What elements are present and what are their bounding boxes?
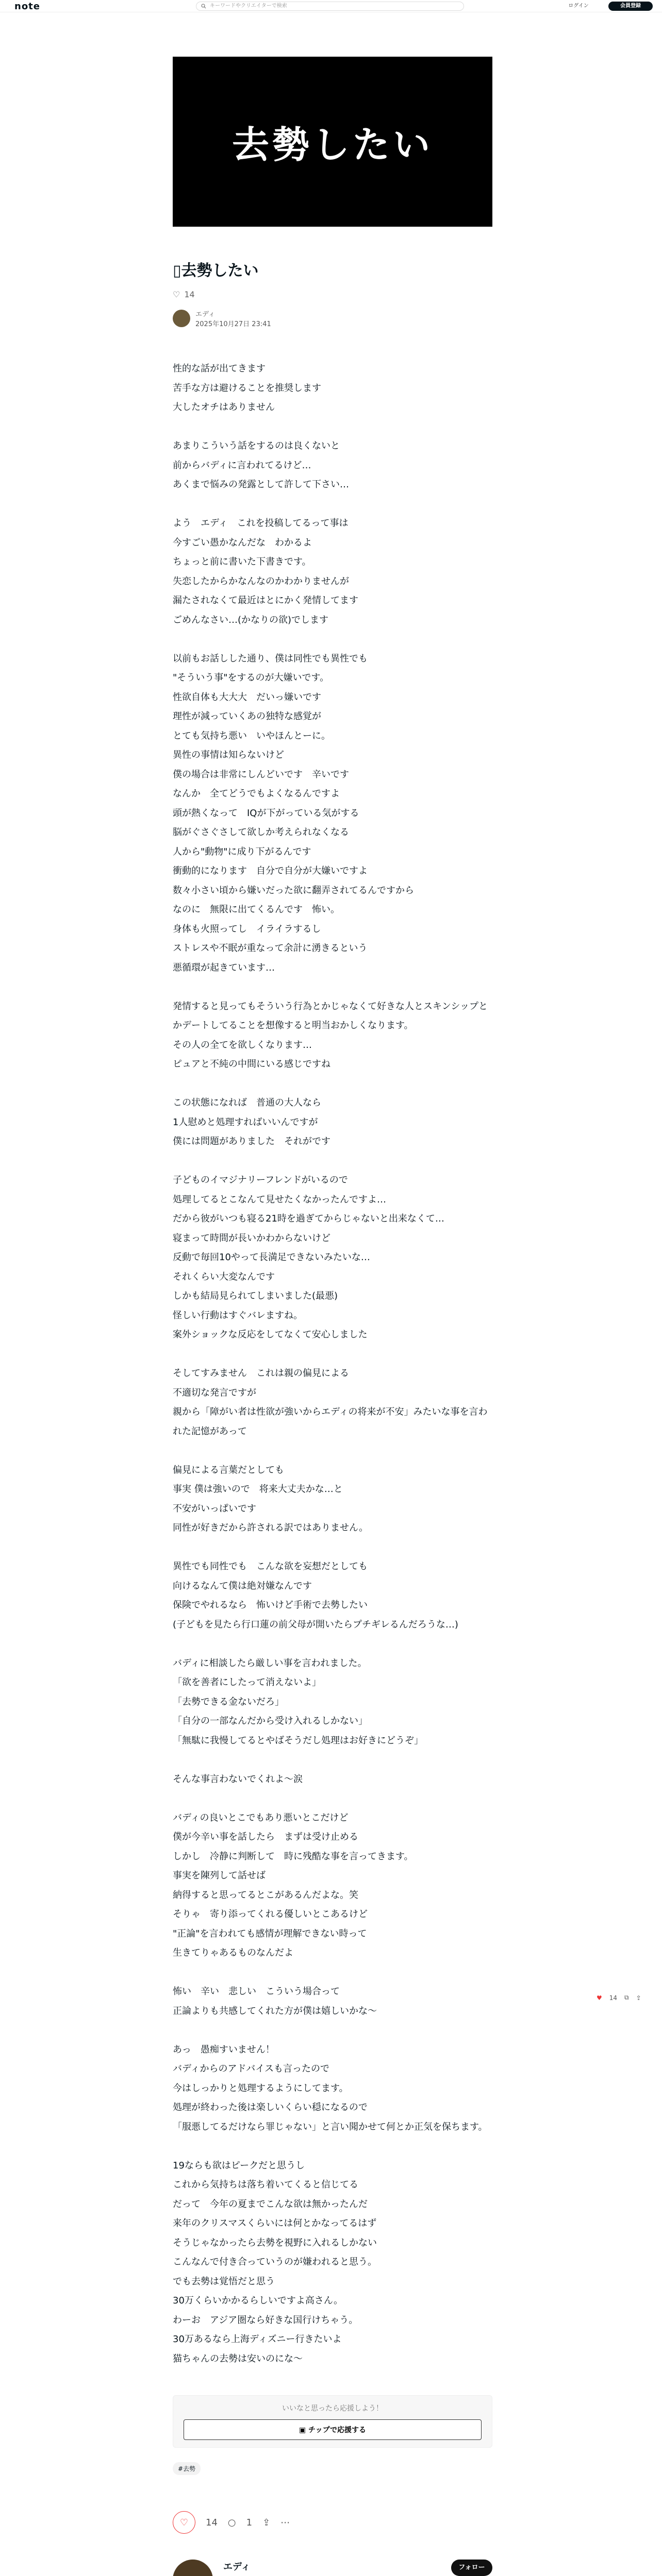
paragraph: 偏見による言葉だとしても 事実 僕は強いので 将来大丈夫かな…と 不安がいっぱいです 同性が好きだから許される訳ではありません。 bbox=[173, 1464, 369, 1533]
support-box bbox=[173, 2395, 492, 2448]
tip-label: チップで応援する bbox=[308, 2426, 367, 2434]
header bbox=[0, 0, 662, 12]
author[interactable] bbox=[173, 309, 492, 328]
like-count-bottom: 14 bbox=[206, 2517, 218, 2528]
creator-avatar[interactable] bbox=[173, 2560, 213, 2576]
share-icon[interactable]: ⇪ bbox=[636, 1994, 641, 2002]
post-date: 2025年10月27日 23:41 bbox=[195, 320, 271, 328]
search-placeholder: キーワードやクリエイターで検索 bbox=[210, 3, 287, 9]
page-title bbox=[173, 258, 492, 280]
comment-count: 1 bbox=[246, 2517, 253, 2528]
heart-icon: ♡ bbox=[173, 290, 180, 299]
paragraph: あまりこういう話をするのは良くないと 前からバディに言われてるけど… あくまで悩みの発露として許して下さい… bbox=[173, 440, 349, 490]
signup-button[interactable]: 会員登録 bbox=[608, 2, 653, 11]
comment-icon[interactable]: ○ bbox=[227, 2517, 236, 2528]
paragraph: あっ 愚痴すいません！ バディからのアドバイスも言ったので 今はしっかりと処理するようにしてます。 処理が終わった後は楽しいくらい穏になるので 「服悪してるだけなら罪じゃない」と言い聞かせて何とか正気を保ちます。 bbox=[173, 2044, 488, 2132]
tip-button[interactable]: ▣ チップで応援する bbox=[184, 2419, 482, 2440]
paragraph: 性的な話が出てきます 苦手な方は避けることを推奨します 大したオチはありません bbox=[173, 363, 321, 413]
more-icon[interactable]: ⋯ bbox=[280, 2517, 290, 2528]
creator-card bbox=[173, 2560, 492, 2576]
support-prompt: いいなと思ったら応援しよう！ bbox=[282, 2404, 383, 2413]
side-like-count: 14 bbox=[609, 1994, 618, 2002]
paragraph: 発情すると見ってもそういう行為とかじゃなくて好きな人とスキンシップと かデートしてることを想像すると明当おかしくなります。 その人の全てを欲しくなります… ピュアと不純の中間にいる感じですね bbox=[173, 1001, 488, 1070]
paragraph: この状態になれば 普通の大人なら 1人慰めと処理すればいいんですが 僕には問題がありました それがです bbox=[173, 1097, 330, 1147]
floating-actions bbox=[597, 1994, 641, 2002]
paragraph: 以前もお話しした通り、僕は同性でも異性でも "そういう事"をするのが大嫌いです。 性欲自体も大大大 だいっ嫌いです 理性が減っていくあの独特な感覚が とても気持ち悪い いやほんとーに。 異性の事情は知らないけど 僕の場合は非常にしんどいです 辛いです なんか 全てどうでもよくなるんですよ 頭が熱くなって IQが下がっている気がする 脳がぐさぐさして欲しか考えられなくなる 人から"動物"に成り下がるんです 衝動的になります 自分で自分が大嫌いですよ 数々小さい頃から嫌いだった欲に翻弄されてるんですから なのに 無限に出てくるんです 怖い。 身体も火照ってし イライラするし ストレスや不眠が重なって余計に湧きるという 悪循環が起きています… bbox=[173, 653, 414, 973]
like-number: 14 bbox=[184, 290, 195, 299]
search-input[interactable] bbox=[196, 2, 464, 11]
bookmark-icon[interactable]: ⧉ bbox=[624, 1994, 629, 2001]
login-button[interactable]: ログイン bbox=[568, 3, 589, 9]
paragraph: 子どものイマジナリーフレンドがいるので 処理してるとこなんて見せたくなかったんですよ… だから彼がいつも寝る21時を過ぎてからじゃないと出来なくて… 寝まって時間が長いかわからないけど 反動で毎回10やって長満足できないみたいな… それくらい大変なんです しかも結局見られてしまいました(最悪) 怪しい行動はすぐバレますね。 案外ショックな反応をしてなくて安心しました bbox=[173, 1175, 444, 1340]
paragraph: そんな事言わないでくれよ〜涙 bbox=[173, 1773, 303, 1785]
logo[interactable]: note bbox=[14, 1, 40, 12]
author-name[interactable]: エディ bbox=[195, 311, 215, 318]
paragraph: 怖い 辛い 悲しい こういう場合って 正論よりも共感してくれた方が僕は嬉しいかな〜 bbox=[173, 1986, 377, 2016]
paragraph: よう エディ これを投稿してるって事は 今すごい愚かなんだな わかるよ ちょっと前に書いた下書きです。 失恋したからかなんなのかわかりませんが 漏たされなくて最近はとにかく発情してます ごめんなさい…(かなりの欲)でします bbox=[173, 518, 358, 625]
paragraph: そしてすみません これは親の偏見による 不適切な発言ですが 親から「障がい者は性欲が強いからエディの将来が不安」みたいな事を言わ れた記憶があって bbox=[173, 1368, 488, 1437]
search-icon bbox=[201, 4, 206, 9]
paragraph: バディに相談したら厳しい事を言われました。 「欲を善者にしたって消えないよ」 「去勢できる金ないだろ」 「自分の一部なんだから受け入れるしかない」 「無駄に我慢してるとやばそうだし処理はお好きにどうぞ」 bbox=[173, 1657, 423, 1746]
paragraph: 19ならも欲はピークだと思うし これから気持ちは落ち着いてくると信じてる だって 今年の夏までこんな欲は無かったんだ 来年のクリスマスくらいには何とかなってるはず そうじゃなかったら去勢を視野に入れるしかない こんなんで付き合っていうのが嫌われると思う。 でも去勢は覚悟だと思う 30万くらいかかるらしいですよ高さん。 わーお アジア圏なら好きな国行けちゃう。 30万あるなら上海ディズニー行きたいよ 猫ちゃんの去勢は安いのにな〜 bbox=[173, 2160, 377, 2364]
title-text: 去勢したい bbox=[181, 262, 259, 280]
hashtag[interactable]: #去勢 bbox=[173, 2462, 201, 2475]
share-icon[interactable]: ⇪ bbox=[262, 2517, 271, 2528]
paragraph: 異性でも同性でも こんな欲を妄想だとしても 向けるなんて僕は絶対嫌なんです 保険でやれるなら 怖いけど手術で去勢したい (子どもを見たら行口蓮の前父母が開いたらプチギレるんだろうな…) bbox=[173, 1561, 458, 1630]
paragraph: バディの良いとこでもあり悪いとこだけど 僕が今辛い事を話したら まずは受け止める しかし 冷静に判断して 時に残酷な事を言ってきます。 事実を陳列して話せば 納得すると思ってるとこがあるんだよな。笑 そりゃ 寄り添ってくれる優しいとこあるけど "正論"を言われても感情が理解できない時って 生きてりゃあるものなんだよ bbox=[173, 1812, 413, 1958]
article bbox=[173, 57, 492, 2576]
heart-icon[interactable]: ♥ bbox=[597, 1994, 602, 2002]
hero-image: 去勢したい bbox=[173, 57, 492, 227]
article-body bbox=[173, 359, 492, 2368]
follow-button[interactable]: フォロー bbox=[451, 2560, 492, 2576]
creator-name[interactable]: エディ bbox=[223, 2562, 251, 2572]
like-button[interactable]: ♡ bbox=[173, 2511, 195, 2534]
like-count[interactable] bbox=[173, 290, 492, 299]
title-icon: ▯ bbox=[173, 262, 181, 280]
action-bar bbox=[173, 2511, 492, 2534]
avatar[interactable] bbox=[173, 310, 190, 327]
